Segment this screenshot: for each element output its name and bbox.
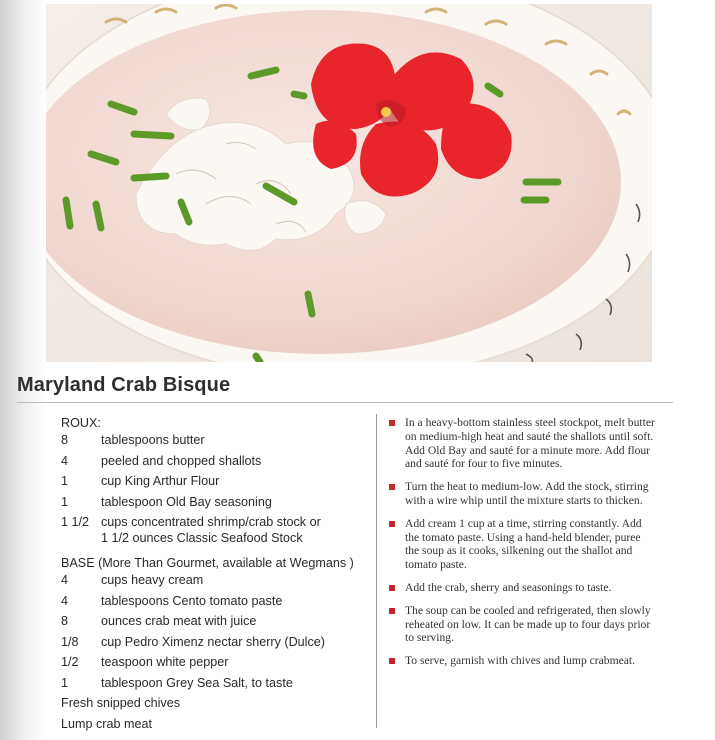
ingredient-row bbox=[61, 675, 371, 691]
instruction-text: Add the crab, sherry and seasonings to taste. bbox=[405, 580, 612, 594]
roux-header: ROUX: bbox=[61, 416, 101, 430]
instruction-text: Add cream 1 cup at a time, stirring constantly. Add the tomato paste. Using a hand-held blender, puree the soup as it cooks, silkening out the shallot and tomato paste. bbox=[405, 516, 642, 572]
instruction-text: In a heavy-bottom stainless steel stockpot, melt butter on medium-high heat and sauté the shallots until soft. Add Old Bay and sauté for a minute more. Add flour and sauté for four to five minutes. bbox=[405, 416, 655, 471]
instruction-text: To serve, garnish with chives and lump crabmeat. bbox=[405, 654, 636, 668]
ingredient-row bbox=[61, 593, 371, 609]
ingredient-qty: 1 bbox=[61, 494, 69, 509]
instruction-step bbox=[389, 654, 657, 668]
ingredient-row bbox=[61, 473, 371, 489]
column-divider bbox=[376, 414, 377, 728]
instructions-column bbox=[389, 416, 657, 677]
instruction-step bbox=[389, 416, 657, 471]
ingredient-qty: 4 bbox=[61, 573, 69, 587]
ingredient-qty: 1/8 bbox=[61, 634, 79, 649]
ingredient-row bbox=[61, 432, 371, 448]
bisque-photo bbox=[46, 4, 652, 362]
garnish-item: Lump crab meat bbox=[61, 716, 152, 731]
page-spine-shadow bbox=[0, 0, 46, 740]
ingredient-row bbox=[61, 572, 371, 588]
ingredient-text: cup Pedro Ximenz nectar sherry (Dulce) bbox=[101, 634, 325, 649]
ingredient-row bbox=[61, 654, 371, 670]
square-bullet-icon bbox=[389, 484, 395, 490]
ingredient-row bbox=[61, 514, 371, 546]
square-bullet-icon bbox=[389, 608, 395, 614]
ingredient-text: ounces crab meat with juice bbox=[101, 614, 257, 628]
ingredient-qty: 4 bbox=[61, 593, 69, 608]
ingredient-text: tablespoons butter bbox=[101, 433, 205, 447]
ingredient-qty: 8 bbox=[61, 433, 69, 447]
instruction-step bbox=[389, 604, 657, 645]
square-bullet-icon bbox=[389, 658, 395, 664]
ingredient-text-line-2: 1 1/2 ounces Classic Seafood Stock bbox=[101, 531, 303, 545]
instruction-text: The soup can be cooled and refrigerated, then slowly reheated on low. It can be made up to four days prior to serving. bbox=[405, 603, 651, 645]
ingredients-column bbox=[61, 414, 371, 736]
ingredient-text: peeled and chopped shallots bbox=[101, 453, 262, 468]
garnish-item: Fresh snipped chives bbox=[61, 696, 181, 710]
ingredient-qty: 1 1/2 bbox=[61, 515, 90, 529]
square-bullet-icon bbox=[389, 521, 395, 527]
ingredient-text: tablespoon Old Bay seasoning bbox=[101, 494, 272, 509]
instruction-text: Turn the heat to medium-low. Add the stock, stirring with a wire whip until the mixture starts to thicken. bbox=[405, 480, 649, 507]
ingredient-text: tablespoon Grey Sea Salt, to taste bbox=[101, 675, 293, 690]
ingredient-text: cups heavy cream bbox=[101, 573, 204, 587]
ingredient-row bbox=[61, 634, 371, 650]
ingredient-text: cup King Arthur Flour bbox=[101, 474, 220, 488]
ingredient-row bbox=[61, 613, 371, 629]
ingredient-row bbox=[61, 453, 371, 469]
base-header: BASE (More Than Gourmet, available at Wegmans ) bbox=[61, 556, 354, 570]
square-bullet-icon bbox=[389, 420, 395, 426]
ingredient-text bbox=[101, 514, 371, 546]
ingredient-qty: 4 bbox=[61, 453, 69, 468]
instruction-step bbox=[389, 517, 657, 572]
instruction-step bbox=[389, 480, 657, 508]
instruction-step bbox=[389, 581, 657, 595]
ingredient-text: tablespoons Cento tomato paste bbox=[101, 593, 283, 608]
ingredient-qty: 1 bbox=[61, 474, 69, 488]
ingredient-qty: 1 bbox=[61, 675, 69, 690]
recipe-title: Maryland Crab Bisque bbox=[17, 374, 231, 396]
ingredient-qty: 8 bbox=[61, 614, 69, 628]
ingredient-row bbox=[61, 494, 371, 510]
ingredient-text-line-1: cups concentrated shrimp/crab stock or bbox=[101, 515, 321, 529]
square-bullet-icon bbox=[389, 585, 395, 591]
title-divider bbox=[17, 402, 673, 403]
ingredient-qty: 1/2 bbox=[61, 655, 79, 669]
ingredient-text: teaspoon white pepper bbox=[101, 655, 229, 669]
